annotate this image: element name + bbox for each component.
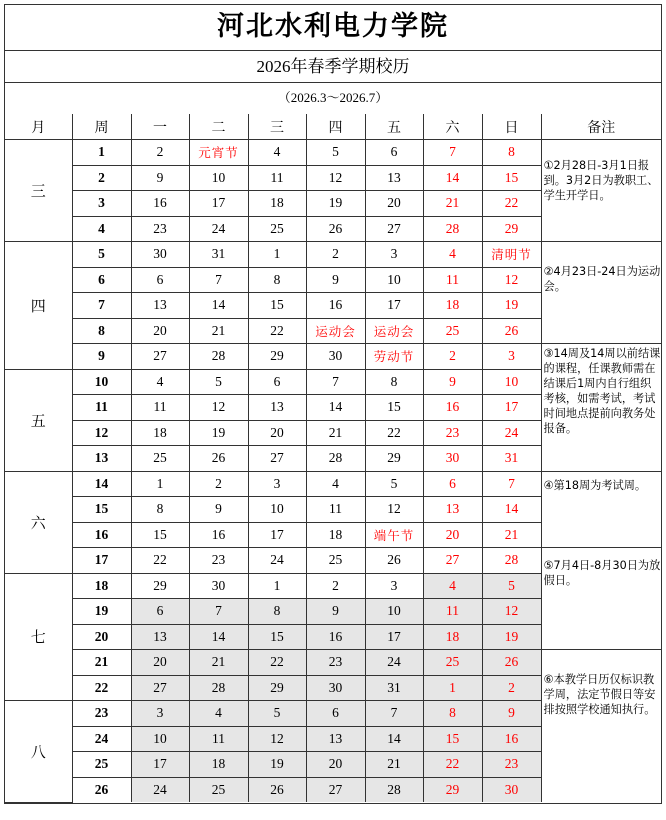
note-item: ⑥本教学日历仅标识教学周，法定节假日等安排按照学校通知执行。 — [543, 673, 656, 716]
month-label: 七 — [5, 573, 72, 701]
week-number: 10 — [72, 369, 131, 395]
day-cell: 5 — [482, 573, 541, 599]
week-row — [5, 471, 661, 497]
day-cell: 22 — [482, 191, 541, 217]
header-sat: 六 — [423, 114, 482, 140]
day-cell: 27 — [306, 777, 365, 802]
calendar-body — [5, 140, 661, 803]
school-calendar — [4, 4, 662, 804]
day-cell: 19 — [306, 191, 365, 217]
day-cell: 30 — [306, 344, 365, 370]
month-label: 四 — [5, 242, 72, 370]
day-cell: 21 — [189, 650, 248, 676]
day-cell: 25 — [131, 446, 189, 472]
note-item: ⑤7月4日-8月30日为放假日。 — [543, 559, 661, 587]
week-number: 6 — [72, 267, 131, 293]
day-cell: 1 — [248, 573, 306, 599]
day-cell: 15 — [248, 293, 306, 319]
header-thu: 四 — [306, 114, 365, 140]
week-number: 26 — [72, 777, 131, 802]
day-cell: 24 — [365, 650, 423, 676]
calendar-table — [5, 114, 661, 803]
day-cell: 12 — [482, 599, 541, 625]
note-item: ③14周及14周以前结课的课程，任课教师需在结课后1周内自行组织考核，如需考试，考试时间地点提前向教务处报备。 — [543, 347, 661, 435]
week-number: 15 — [72, 497, 131, 523]
header-fri: 五 — [365, 114, 423, 140]
day-cell: 1 — [248, 242, 306, 268]
day-cell: 12 — [365, 497, 423, 523]
day-cell: 11 — [423, 267, 482, 293]
week-row — [5, 140, 661, 166]
day-cell: 14 — [306, 395, 365, 421]
school-name: 河北水利电力学院 — [5, 5, 661, 51]
day-cell: 16 — [306, 293, 365, 319]
day-cell: 6 — [248, 369, 306, 395]
day-cell: 29 — [482, 216, 541, 242]
day-cell: 9 — [482, 701, 541, 727]
day-cell: 23 — [482, 752, 541, 778]
day-cell: 9 — [189, 497, 248, 523]
day-cell: 10 — [131, 726, 189, 752]
day-cell: 14 — [423, 165, 482, 191]
day-cell: 17 — [365, 624, 423, 650]
day-cell: 15 — [248, 624, 306, 650]
day-cell: 6 — [306, 701, 365, 727]
day-cell: 30 — [306, 675, 365, 701]
day-cell: 28 — [423, 216, 482, 242]
note-item: ④第18周为考试周。 — [543, 478, 647, 492]
day-cell: 2 — [423, 344, 482, 370]
day-cell: 21 — [365, 752, 423, 778]
day-cell: 7 — [423, 140, 482, 166]
day-cell: 18 — [423, 624, 482, 650]
day-cell: 13 — [423, 497, 482, 523]
week-row — [5, 650, 661, 676]
week-number: 8 — [72, 318, 131, 344]
month-label: 五 — [5, 369, 72, 471]
day-cell: 30 — [131, 242, 189, 268]
notes-cell — [541, 344, 661, 472]
note-item: ①2月28日-3月1日报到。3月2日为教职工、学生开学日。 — [543, 159, 659, 202]
day-cell: 2 — [189, 471, 248, 497]
day-cell: 30 — [423, 446, 482, 472]
header-mon: 一 — [131, 114, 189, 140]
day-cell: 11 — [189, 726, 248, 752]
week-number: 3 — [72, 191, 131, 217]
day-cell: 25 — [248, 216, 306, 242]
day-cell: 5 — [248, 701, 306, 727]
day-cell: 27 — [248, 446, 306, 472]
day-cell: 29 — [248, 675, 306, 701]
week-number: 18 — [72, 573, 131, 599]
day-cell: 26 — [306, 216, 365, 242]
holiday-cell: 清明节 — [482, 242, 541, 268]
day-cell: 26 — [482, 318, 541, 344]
day-cell: 19 — [482, 624, 541, 650]
day-cell: 19 — [189, 420, 248, 446]
day-cell: 8 — [423, 701, 482, 727]
day-cell: 23 — [306, 650, 365, 676]
week-number: 4 — [72, 216, 131, 242]
day-cell: 7 — [482, 471, 541, 497]
day-cell: 3 — [365, 242, 423, 268]
week-number: 1 — [72, 140, 131, 166]
day-cell: 11 — [248, 165, 306, 191]
day-cell: 22 — [365, 420, 423, 446]
header-wed: 三 — [248, 114, 306, 140]
day-cell: 24 — [131, 777, 189, 802]
day-cell: 7 — [306, 369, 365, 395]
week-number: 22 — [72, 675, 131, 701]
day-cell: 31 — [482, 446, 541, 472]
day-cell: 23 — [189, 548, 248, 574]
day-cell: 22 — [248, 318, 306, 344]
note-item: ②4月23日-24日为运动会。 — [543, 265, 661, 293]
day-cell: 16 — [131, 191, 189, 217]
date-range: （2026.3～2026.7） — [277, 90, 389, 105]
day-cell: 12 — [189, 395, 248, 421]
week-number: 7 — [72, 293, 131, 319]
day-cell: 18 — [131, 420, 189, 446]
day-cell: 25 — [423, 650, 482, 676]
day-cell: 27 — [131, 675, 189, 701]
day-cell: 15 — [365, 395, 423, 421]
day-cell: 12 — [306, 165, 365, 191]
day-cell: 20 — [423, 522, 482, 548]
week-row — [5, 344, 661, 370]
day-cell: 11 — [306, 497, 365, 523]
holiday-cell: 元宵节 — [189, 140, 248, 166]
day-cell: 15 — [482, 165, 541, 191]
day-cell: 16 — [189, 522, 248, 548]
day-cell: 13 — [248, 395, 306, 421]
day-cell: 6 — [423, 471, 482, 497]
day-cell: 10 — [248, 497, 306, 523]
day-cell: 28 — [189, 344, 248, 370]
day-cell: 9 — [306, 599, 365, 625]
day-cell: 1 — [131, 471, 189, 497]
day-cell: 14 — [189, 624, 248, 650]
day-cell: 15 — [423, 726, 482, 752]
day-cell: 7 — [365, 701, 423, 727]
day-cell: 9 — [423, 369, 482, 395]
day-cell: 25 — [423, 318, 482, 344]
week-number: 13 — [72, 446, 131, 472]
day-cell: 29 — [423, 777, 482, 802]
day-cell: 31 — [189, 242, 248, 268]
day-cell: 22 — [131, 548, 189, 574]
day-cell: 2 — [306, 242, 365, 268]
day-cell: 27 — [365, 216, 423, 242]
day-cell: 6 — [131, 267, 189, 293]
day-cell: 19 — [248, 752, 306, 778]
day-cell: 11 — [131, 395, 189, 421]
day-cell: 4 — [306, 471, 365, 497]
notes-cell — [541, 242, 661, 344]
day-cell: 28 — [365, 777, 423, 802]
week-number: 24 — [72, 726, 131, 752]
day-cell: 17 — [248, 522, 306, 548]
holiday-cell: 端午节 — [365, 522, 423, 548]
day-cell: 20 — [131, 650, 189, 676]
day-cell: 20 — [131, 318, 189, 344]
week-number: 17 — [72, 548, 131, 574]
day-cell: 13 — [131, 624, 189, 650]
day-cell: 25 — [189, 777, 248, 802]
day-cell: 28 — [306, 446, 365, 472]
header-month: 月 — [5, 114, 72, 140]
day-cell: 30 — [482, 777, 541, 802]
day-cell: 7 — [189, 599, 248, 625]
day-cell: 5 — [306, 140, 365, 166]
day-cell: 16 — [423, 395, 482, 421]
day-cell: 8 — [131, 497, 189, 523]
day-cell: 25 — [306, 548, 365, 574]
day-cell: 28 — [482, 548, 541, 574]
day-cell: 30 — [189, 573, 248, 599]
day-cell: 14 — [189, 293, 248, 319]
day-cell: 21 — [189, 318, 248, 344]
day-cell: 5 — [365, 471, 423, 497]
week-number: 5 — [72, 242, 131, 268]
day-cell: 27 — [131, 344, 189, 370]
day-cell: 4 — [189, 701, 248, 727]
calendar-title: 2026年春季学期校历 — [5, 51, 661, 83]
day-cell: 13 — [131, 293, 189, 319]
day-cell: 18 — [306, 522, 365, 548]
week-number: 23 — [72, 701, 131, 727]
day-cell: 28 — [189, 675, 248, 701]
week-number: 12 — [72, 420, 131, 446]
day-cell: 10 — [189, 165, 248, 191]
day-cell: 24 — [189, 216, 248, 242]
day-cell: 10 — [365, 599, 423, 625]
day-cell: 22 — [423, 752, 482, 778]
header-notes: 备注 — [541, 114, 661, 140]
day-cell: 3 — [248, 471, 306, 497]
day-cell: 8 — [248, 267, 306, 293]
day-cell: 17 — [482, 395, 541, 421]
month-label: 六 — [5, 471, 72, 573]
day-cell: 18 — [189, 752, 248, 778]
day-cell: 3 — [365, 573, 423, 599]
notes-cell — [541, 650, 661, 803]
week-row — [5, 242, 661, 268]
day-cell: 10 — [365, 267, 423, 293]
day-cell: 14 — [482, 497, 541, 523]
month-label: 三 — [5, 140, 72, 242]
day-cell: 26 — [365, 548, 423, 574]
day-cell: 12 — [248, 726, 306, 752]
week-number: 25 — [72, 752, 131, 778]
day-cell: 23 — [131, 216, 189, 242]
day-cell: 3 — [131, 701, 189, 727]
day-cell: 8 — [365, 369, 423, 395]
day-cell: 29 — [365, 446, 423, 472]
notes-cell — [541, 140, 661, 242]
holiday-cell: 劳动节 — [365, 344, 423, 370]
day-cell: 1 — [423, 675, 482, 701]
week-number: 21 — [72, 650, 131, 676]
notes-cell — [541, 471, 661, 548]
day-cell: 15 — [131, 522, 189, 548]
day-cell: 31 — [365, 675, 423, 701]
holiday-cell: 运动会 — [306, 318, 365, 344]
day-cell: 9 — [131, 165, 189, 191]
week-number: 19 — [72, 599, 131, 625]
header-week: 周 — [72, 114, 131, 140]
day-cell: 11 — [423, 599, 482, 625]
day-cell: 6 — [365, 140, 423, 166]
day-cell: 13 — [306, 726, 365, 752]
day-cell: 2 — [131, 140, 189, 166]
day-cell: 10 — [482, 369, 541, 395]
day-cell: 21 — [482, 522, 541, 548]
week-number: 20 — [72, 624, 131, 650]
day-cell: 26 — [482, 650, 541, 676]
day-cell: 4 — [423, 573, 482, 599]
day-cell: 20 — [248, 420, 306, 446]
day-cell: 4 — [423, 242, 482, 268]
day-cell: 2 — [482, 675, 541, 701]
day-cell: 17 — [365, 293, 423, 319]
day-cell: 21 — [306, 420, 365, 446]
day-cell: 2 — [306, 573, 365, 599]
notes-cell — [541, 548, 661, 650]
day-cell: 6 — [131, 599, 189, 625]
week-number: 2 — [72, 165, 131, 191]
day-cell: 13 — [365, 165, 423, 191]
day-cell: 23 — [423, 420, 482, 446]
week-row — [5, 548, 661, 574]
day-cell: 18 — [248, 191, 306, 217]
day-cell: 20 — [306, 752, 365, 778]
day-cell: 3 — [482, 344, 541, 370]
week-number: 9 — [72, 344, 131, 370]
day-cell: 4 — [248, 140, 306, 166]
day-cell: 20 — [365, 191, 423, 217]
day-cell: 12 — [482, 267, 541, 293]
day-cell: 17 — [189, 191, 248, 217]
day-cell: 26 — [189, 446, 248, 472]
day-cell: 5 — [189, 369, 248, 395]
day-cell: 29 — [131, 573, 189, 599]
day-cell: 26 — [248, 777, 306, 802]
day-cell: 16 — [482, 726, 541, 752]
day-cell: 27 — [423, 548, 482, 574]
day-cell: 4 — [131, 369, 189, 395]
day-cell: 22 — [248, 650, 306, 676]
day-cell: 19 — [482, 293, 541, 319]
week-number: 11 — [72, 395, 131, 421]
header-sun: 日 — [482, 114, 541, 140]
day-cell: 24 — [248, 548, 306, 574]
header-row — [5, 114, 661, 140]
header-tue: 二 — [189, 114, 248, 140]
month-label: 八 — [5, 701, 72, 803]
day-cell: 9 — [306, 267, 365, 293]
day-cell: 7 — [189, 267, 248, 293]
day-cell: 24 — [482, 420, 541, 446]
day-cell: 21 — [423, 191, 482, 217]
day-cell: 8 — [248, 599, 306, 625]
holiday-cell: 运动会 — [365, 318, 423, 344]
day-cell: 16 — [306, 624, 365, 650]
day-cell: 8 — [482, 140, 541, 166]
day-cell: 29 — [248, 344, 306, 370]
day-cell: 17 — [131, 752, 189, 778]
day-cell: 18 — [423, 293, 482, 319]
week-number: 16 — [72, 522, 131, 548]
day-cell: 14 — [365, 726, 423, 752]
week-number: 14 — [72, 471, 131, 497]
